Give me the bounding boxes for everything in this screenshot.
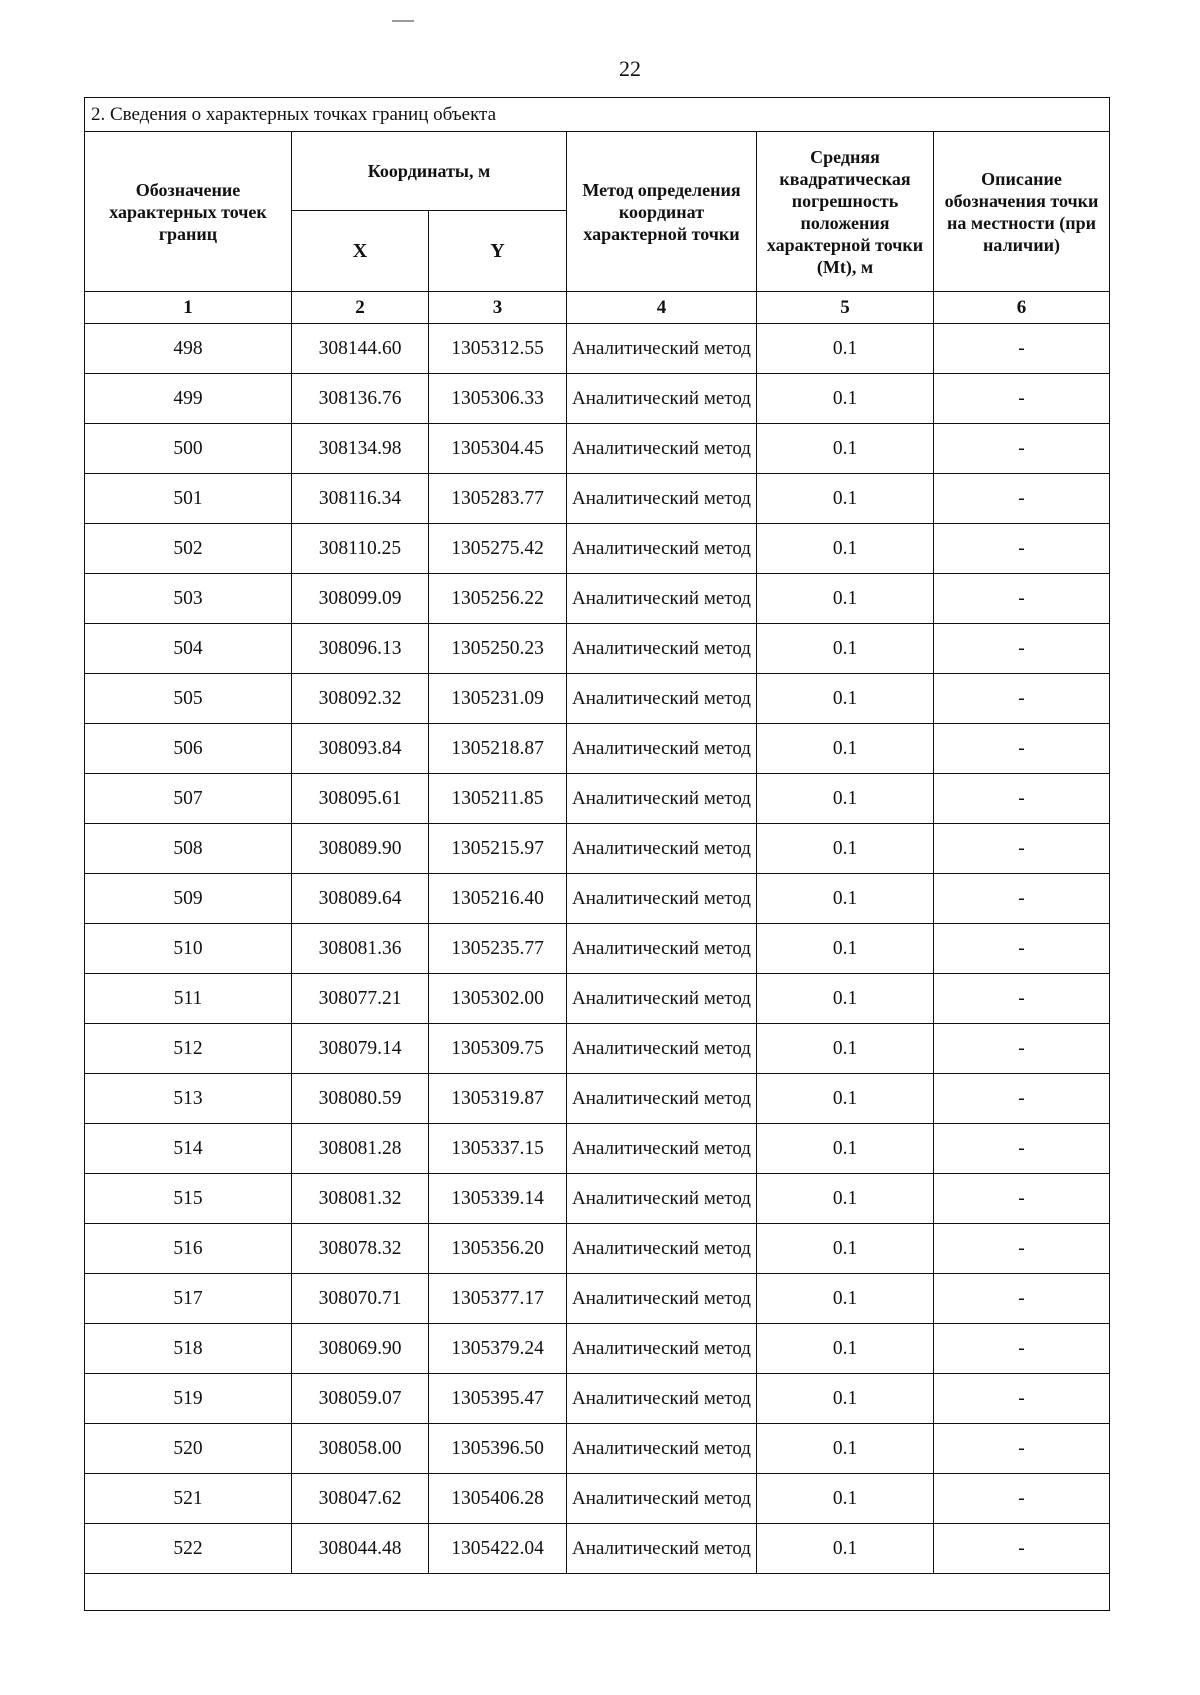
table-row — [85, 674, 1110, 724]
point-designation-cell: 501 — [85, 474, 292, 524]
coordinate-x-cell: 308081.28 — [292, 1124, 429, 1174]
method-cell: Аналитический метод — [567, 824, 757, 874]
coordinate-y-cell: 1305306.33 — [429, 374, 567, 424]
empty-footer-cell — [85, 1574, 1110, 1611]
coordinate-y-cell: 1305256.22 — [429, 574, 567, 624]
table-row — [85, 324, 1110, 374]
table-row — [85, 1474, 1110, 1524]
method-cell: Аналитический метод — [567, 624, 757, 674]
table-row — [85, 724, 1110, 774]
mean-error-cell: 0.1 — [757, 374, 934, 424]
coordinate-x-cell: 308110.25 — [292, 524, 429, 574]
coordinate-x-cell: 308044.48 — [292, 1524, 429, 1574]
table-row — [85, 1524, 1110, 1574]
mean-error-cell: 0.1 — [757, 974, 934, 1024]
description-cell: - — [934, 1274, 1110, 1324]
mean-error-cell: 0.1 — [757, 724, 934, 774]
table-row — [85, 874, 1110, 924]
coordinate-x-cell: 308116.34 — [292, 474, 429, 524]
mean-error-cell: 0.1 — [757, 774, 934, 824]
coordinate-y-cell: 1305356.20 — [429, 1224, 567, 1274]
method-cell: Аналитический метод — [567, 1024, 757, 1074]
method-cell: Аналитический метод — [567, 1174, 757, 1224]
section-title: 2. Сведения о характерных точках границ объекта — [85, 98, 1110, 132]
description-cell: - — [934, 1224, 1110, 1274]
mean-error-cell: 0.1 — [757, 924, 934, 974]
method-cell: Аналитический метод — [567, 424, 757, 474]
description-cell: - — [934, 774, 1110, 824]
description-cell: - — [934, 724, 1110, 774]
mean-error-cell: 0.1 — [757, 1274, 934, 1324]
coordinate-y-cell: 1305216.40 — [429, 874, 567, 924]
coordinate-x-cell: 308047.62 — [292, 1474, 429, 1524]
table-row — [85, 374, 1110, 424]
header-x: X — [292, 211, 429, 292]
description-cell: - — [934, 674, 1110, 724]
mean-error-cell: 0.1 — [757, 874, 934, 924]
description-cell: - — [934, 574, 1110, 624]
table-row — [85, 524, 1110, 574]
coordinate-x-cell: 308059.07 — [292, 1374, 429, 1424]
table-row — [85, 774, 1110, 824]
description-cell: - — [934, 624, 1110, 674]
point-designation-cell: 518 — [85, 1324, 292, 1374]
description-cell: - — [934, 1524, 1110, 1574]
description-cell: - — [934, 1024, 1110, 1074]
coordinate-x-cell: 308058.00 — [292, 1424, 429, 1474]
mean-error-cell: 0.1 — [757, 824, 934, 874]
coordinate-x-cell: 308081.32 — [292, 1174, 429, 1224]
method-cell: Аналитический метод — [567, 924, 757, 974]
coordinate-x-cell: 308096.13 — [292, 624, 429, 674]
mean-error-cell: 0.1 — [757, 1174, 934, 1224]
method-cell: Аналитический метод — [567, 574, 757, 624]
column-numbers-row — [85, 292, 1110, 324]
table-row — [85, 424, 1110, 474]
method-cell: Аналитический метод — [567, 1524, 757, 1574]
coordinate-x-cell: 308077.21 — [292, 974, 429, 1024]
header-row-1 — [85, 132, 1110, 211]
description-cell: - — [934, 1374, 1110, 1424]
mean-error-cell: 0.1 — [757, 324, 934, 374]
mean-error-cell: 0.1 — [757, 474, 934, 524]
coordinate-y-cell: 1305312.55 — [429, 324, 567, 374]
coordinate-x-cell: 308089.64 — [292, 874, 429, 924]
method-cell: Аналитический метод — [567, 1424, 757, 1474]
table-row — [85, 1124, 1110, 1174]
coordinate-y-cell: 1305309.75 — [429, 1024, 567, 1074]
mean-error-cell: 0.1 — [757, 1424, 934, 1474]
method-cell: Аналитический метод — [567, 1324, 757, 1374]
coordinate-y-cell: 1305231.09 — [429, 674, 567, 724]
mean-error-cell: 0.1 — [757, 1024, 934, 1074]
point-designation-cell: 509 — [85, 874, 292, 924]
description-cell: - — [934, 874, 1110, 924]
description-cell: - — [934, 1074, 1110, 1124]
column-number: 2 — [292, 292, 429, 324]
mean-error-cell: 0.1 — [757, 1524, 934, 1574]
coordinate-y-cell: 1305283.77 — [429, 474, 567, 524]
description-cell: - — [934, 1174, 1110, 1224]
point-designation-cell: 499 — [85, 374, 292, 424]
description-cell: - — [934, 1474, 1110, 1524]
coordinate-x-cell: 308092.32 — [292, 674, 429, 724]
coordinate-x-cell: 308069.90 — [292, 1324, 429, 1374]
mean-error-cell: 0.1 — [757, 1224, 934, 1274]
column-number: 3 — [429, 292, 567, 324]
column-number: 6 — [934, 292, 1110, 324]
coordinate-y-cell: 1305215.97 — [429, 824, 567, 874]
point-designation-cell: 502 — [85, 524, 292, 574]
coordinate-x-cell: 308070.71 — [292, 1274, 429, 1324]
description-cell: - — [934, 424, 1110, 474]
point-designation-cell: 515 — [85, 1174, 292, 1224]
coordinate-y-cell: 1305339.14 — [429, 1174, 567, 1224]
coordinate-y-cell: 1305319.87 — [429, 1074, 567, 1124]
description-cell: - — [934, 1324, 1110, 1374]
coordinate-y-cell: 1305235.77 — [429, 924, 567, 974]
description-cell: - — [934, 524, 1110, 574]
method-cell: Аналитический метод — [567, 1224, 757, 1274]
method-cell: Аналитический метод — [567, 774, 757, 824]
point-designation-cell: 510 — [85, 924, 292, 974]
point-designation-cell: 513 — [85, 1074, 292, 1124]
table-row — [85, 824, 1110, 874]
coordinate-x-cell: 308080.59 — [292, 1074, 429, 1124]
method-cell: Аналитический метод — [567, 374, 757, 424]
point-designation-cell: 506 — [85, 724, 292, 774]
coordinate-y-cell: 1305379.24 — [429, 1324, 567, 1374]
column-number: 5 — [757, 292, 934, 324]
table-row — [85, 974, 1110, 1024]
column-number: 1 — [85, 292, 292, 324]
coordinate-y-cell: 1305337.15 — [429, 1124, 567, 1174]
coordinate-y-cell: 1305395.47 — [429, 1374, 567, 1424]
description-cell: - — [934, 824, 1110, 874]
coordinate-x-cell: 308136.76 — [292, 374, 429, 424]
table-row — [85, 1224, 1110, 1274]
mean-error-cell: 0.1 — [757, 1124, 934, 1174]
description-cell: - — [934, 374, 1110, 424]
mean-error-cell: 0.1 — [757, 1474, 934, 1524]
coordinate-y-cell: 1305406.28 — [429, 1474, 567, 1524]
coordinate-y-cell: 1305218.87 — [429, 724, 567, 774]
table-row — [85, 1324, 1110, 1374]
method-cell: Аналитический метод — [567, 524, 757, 574]
point-designation-cell: 517 — [85, 1274, 292, 1324]
coordinate-y-cell: 1305275.42 — [429, 524, 567, 574]
method-cell: Аналитический метод — [567, 1124, 757, 1174]
coordinate-x-cell: 308081.36 — [292, 924, 429, 974]
point-designation-cell: 520 — [85, 1424, 292, 1474]
method-cell: Аналитический метод — [567, 1074, 757, 1124]
header-designation: Обозначение характерных точек границ — [85, 132, 292, 292]
coordinate-y-cell: 1305304.45 — [429, 424, 567, 474]
mean-error-cell: 0.1 — [757, 624, 934, 674]
point-designation-cell: 516 — [85, 1224, 292, 1274]
description-cell: - — [934, 924, 1110, 974]
description-cell: - — [934, 324, 1110, 374]
table-row — [85, 1274, 1110, 1324]
point-designation-cell: 503 — [85, 574, 292, 624]
header-error: Средняя квадратическая погрешность положения характерной точки (Mt), м — [757, 132, 934, 292]
method-cell: Аналитический метод — [567, 974, 757, 1024]
point-designation-cell: 505 — [85, 674, 292, 724]
coordinate-x-cell: 308089.90 — [292, 824, 429, 874]
coordinate-x-cell: 308078.32 — [292, 1224, 429, 1274]
coordinate-y-cell: 1305250.23 — [429, 624, 567, 674]
coordinate-y-cell: 1305396.50 — [429, 1424, 567, 1474]
method-cell: Аналитический метод — [567, 474, 757, 524]
table-row — [85, 1024, 1110, 1074]
point-designation-cell: 514 — [85, 1124, 292, 1174]
point-designation-cell: 519 — [85, 1374, 292, 1424]
coordinate-y-cell: 1305302.00 — [429, 974, 567, 1024]
header-description: Описание обозначения точки на местности (при наличии) — [934, 132, 1110, 292]
page-number: 22 — [619, 56, 641, 81]
point-designation-cell: 512 — [85, 1024, 292, 1074]
point-designation-cell: 511 — [85, 974, 292, 1024]
coordinate-x-cell: 308144.60 — [292, 324, 429, 374]
method-cell: Аналитический метод — [567, 674, 757, 724]
point-designation-cell: 521 — [85, 1474, 292, 1524]
boundary-points-table — [84, 97, 1110, 1611]
table-row — [85, 1374, 1110, 1424]
point-designation-cell: 508 — [85, 824, 292, 874]
coordinate-y-cell: 1305377.17 — [429, 1274, 567, 1324]
table-row — [85, 1424, 1110, 1474]
coordinate-y-cell: 1305422.04 — [429, 1524, 567, 1574]
coordinate-x-cell: 308093.84 — [292, 724, 429, 774]
point-designation-cell: 504 — [85, 624, 292, 674]
method-cell: Аналитический метод — [567, 874, 757, 924]
scan-artifact-mark — [392, 20, 414, 22]
mean-error-cell: 0.1 — [757, 674, 934, 724]
description-cell: - — [934, 1124, 1110, 1174]
method-cell: Аналитический метод — [567, 1374, 757, 1424]
description-cell: - — [934, 974, 1110, 1024]
table-row — [85, 1074, 1110, 1124]
method-cell: Аналитический метод — [567, 1274, 757, 1324]
coordinate-x-cell: 308099.09 — [292, 574, 429, 624]
coordinate-x-cell: 308134.98 — [292, 424, 429, 474]
point-designation-cell: 507 — [85, 774, 292, 824]
description-cell: - — [934, 1424, 1110, 1474]
method-cell: Аналитический метод — [567, 324, 757, 374]
empty-footer-row — [85, 1574, 1110, 1611]
point-designation-cell: 522 — [85, 1524, 292, 1574]
section-title-row — [85, 98, 1110, 132]
column-number: 4 — [567, 292, 757, 324]
mean-error-cell: 0.1 — [757, 1324, 934, 1374]
method-cell: Аналитический метод — [567, 1474, 757, 1524]
point-designation-cell: 498 — [85, 324, 292, 374]
coordinate-x-cell: 308079.14 — [292, 1024, 429, 1074]
mean-error-cell: 0.1 — [757, 524, 934, 574]
header-y: Y — [429, 211, 567, 292]
header-coordinates: Координаты, м — [292, 132, 567, 211]
mean-error-cell: 0.1 — [757, 424, 934, 474]
mean-error-cell: 0.1 — [757, 1074, 934, 1124]
method-cell: Аналитический метод — [567, 724, 757, 774]
table-row — [85, 924, 1110, 974]
table-row — [85, 474, 1110, 524]
point-designation-cell: 500 — [85, 424, 292, 474]
header-method: Метод определения координат характерной точки — [567, 132, 757, 292]
table-row — [85, 1174, 1110, 1224]
mean-error-cell: 0.1 — [757, 1374, 934, 1424]
mean-error-cell: 0.1 — [757, 574, 934, 624]
table-row — [85, 624, 1110, 674]
table-row — [85, 574, 1110, 624]
coordinate-x-cell: 308095.61 — [292, 774, 429, 824]
coordinate-y-cell: 1305211.85 — [429, 774, 567, 824]
description-cell: - — [934, 474, 1110, 524]
